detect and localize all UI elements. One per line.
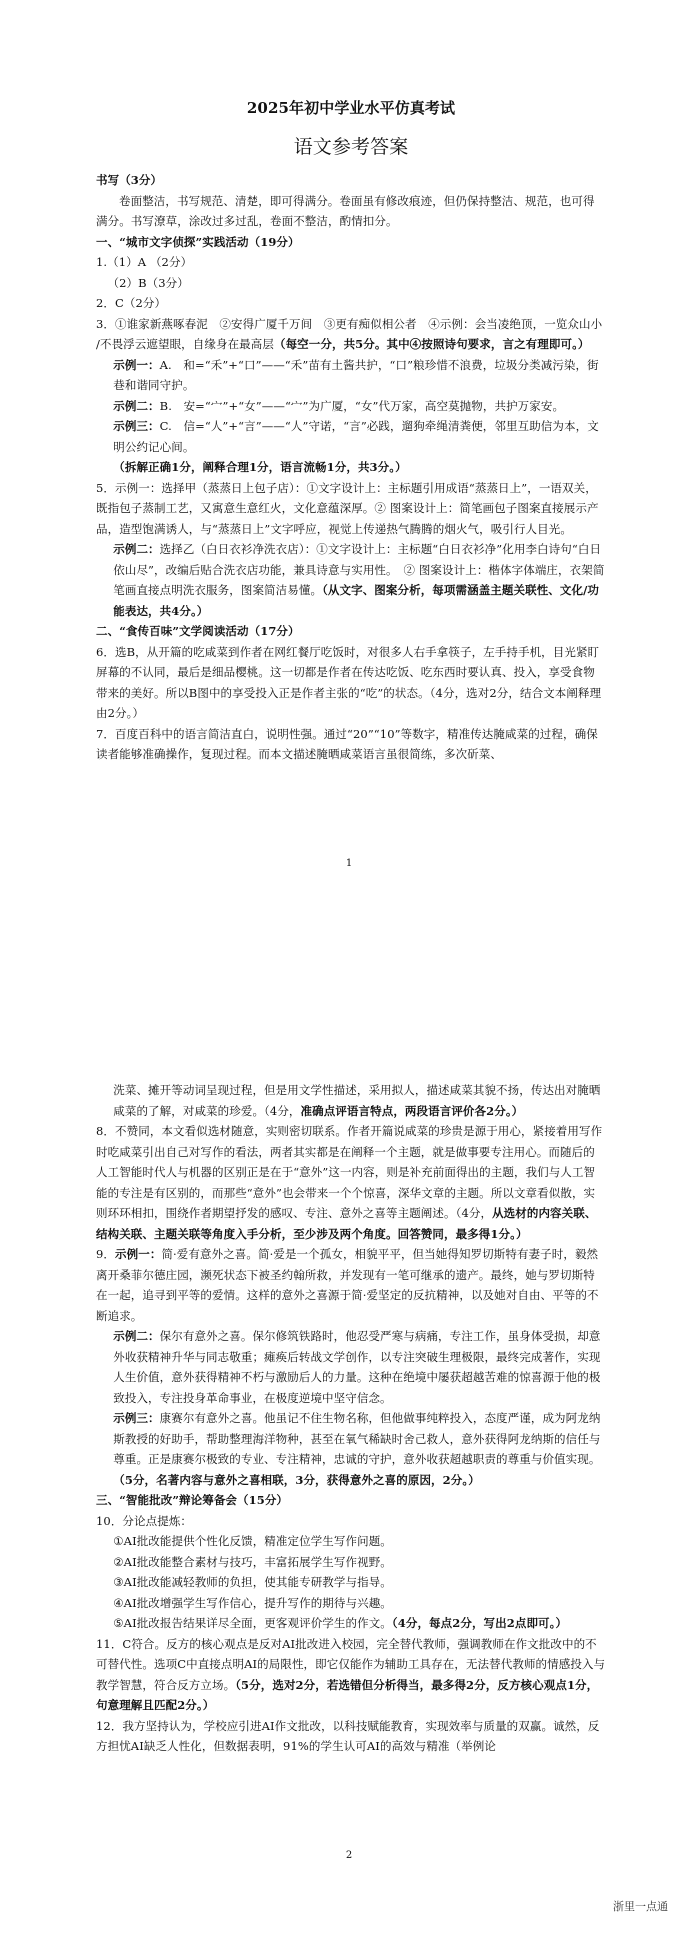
doc-title: 语文参考答案 xyxy=(293,136,409,158)
q4-ex2-text: B. 安=“宀”+“女”——“宀”为广厦，“女”代万家，高空莫抛物，共护万家安。 xyxy=(159,398,565,413)
q9-example-1: 9．示例一：简·爱有意外之喜。简·爱是一个孤女，相貌平平，但当她得知罗切斯特有妻子时，毅然离开桑菲尔德庄园，濒死状态下被圣约翰所救，并发现有一笔可继承的遗产。最终，她与罗切斯特在一起，追寻到平等的爱情。这样的意外之喜源于简·爱坚定的反抗精神，以及她对自由、平等的不断追求。 xyxy=(96,1247,599,1323)
q5-ex2-label: 示例二： xyxy=(113,542,160,556)
q2: 2．C（2分） xyxy=(96,296,167,310)
q4-ex3-label: 示例三： xyxy=(113,419,160,433)
page-number-1: 1 xyxy=(345,858,353,869)
q7-score: 准确点评语言特点，两段语言评价各2分。） xyxy=(300,1103,524,1118)
q11 xyxy=(96,1634,606,1716)
q4-ex1-label: 示例一： xyxy=(113,357,160,372)
writing-heading: 书写（3分） xyxy=(96,173,163,187)
section1-heading: 一、“城市文字侦探”实践活动（19分） xyxy=(96,234,300,249)
q4-ex1-text: A. 和=“禾”+“口”——“禾”苗有土酱共护，“口”粮珍惜不浪费，垃圾分类减污染，街巷和谐同守护。 xyxy=(113,357,599,392)
q5-ex2-text: 选择乙（白日衣衫净洗衣店）：①文字设计上：主标题“白日衣衫净”化用李白诗句“白日依山尽”，改编后贴合洗衣店功能，兼具诗意与实用性。 ② 图案设计上：楷体字体端庄，衣架简笔画直接点明洗衣服务，图案简洁易懂。 xyxy=(113,542,605,597)
q4-example-1 xyxy=(96,355,606,396)
q9-ex3-label: 示例三： xyxy=(113,1411,160,1425)
page-number-2: 2 xyxy=(345,1850,353,1861)
q3-score: （每空一分，共5分。其中④按照诗句要求，言之有理即可。） xyxy=(273,337,590,351)
q10-item-1: ①AI批改能提供个性化反馈，精准定位学生写作问题。 xyxy=(113,1534,392,1548)
q10: 10．分论点提炼： xyxy=(96,1513,193,1528)
section2-heading: 二、“食传百味”文学阅读活动（17分） xyxy=(96,624,300,638)
q9-ex3-text: 康赛尔有意外之喜。他虽记不住生物名称，但他做事纯粹投入，态度严谨，成为阿龙纳斯教授的好助手，帮助整理海洋物种，甚至在氧气稀缺时舍己救人，意外获得阿龙纳斯的信任与尊重。正是康赛尔极致的专业、专注精神，忠诚的守护，意外收获超越职责的尊重与价值实现。 xyxy=(113,1411,601,1466)
q5: 5．示例一：选择甲（蒸蒸日上包子店）：①文字设计上：主标题引用成语“蒸蒸日上”，一语双关，既指包子蒸制工艺，又寓意生意红火，文化意蕴深厚。② 图案设计上：简笔画包子图案直接展示产品，造型饱满诱人，与“蒸蒸日上”文字呼应，视觉上传递热气腾腾的烟火气，吸引行人目光。 xyxy=(96,480,599,536)
page-2 xyxy=(0,1080,698,1934)
q6: 6．选B，从开篇的吃咸菜到作者在网红餐厅吃饭时，对很多人右手拿筷子，左手持手机，目光紧盯屏幕的不认同，最后是细品樱桃。这一切都是作者在传达吃饭、吃东西时要认真、投入，享受食物带来的美好。所以B图中的享受投入正是作者主张的“吃”的状态。（4分，选对2分，结合文本阐释理由2分。） xyxy=(96,644,602,720)
q10-score: （4分，每点2分，写出2点即可。） xyxy=(391,1616,568,1630)
q7-part2 xyxy=(96,1080,606,1121)
q10-item-3: ③AI批改能减轻教师的负担，使其能专研教学与指导。 xyxy=(113,1575,392,1589)
exam-title: 2025年初中学业水平仿真考试 xyxy=(246,99,456,117)
q4-ex2-label: 示例二： xyxy=(113,398,160,413)
q9-score: （5分，名著内容与意外之喜相联，3分，获得意外之喜的原因，2分。） xyxy=(113,1472,480,1487)
q5-score: （从文字、图案分析，每项需涵盖主题关联性、文化/功能表达，共4分。） xyxy=(113,583,600,618)
brand-watermark: 浙里一点通 xyxy=(613,1900,668,1913)
page-2-content xyxy=(96,1080,606,1757)
q9-ex2-label: 示例二： xyxy=(113,1329,160,1343)
q1b: （2）B（3分） xyxy=(107,275,189,290)
q3 xyxy=(96,314,606,355)
q5-example-2 xyxy=(96,539,606,621)
q4-score: （拆解正确1分，阐释合理1分，语言流畅1分，共3分。） xyxy=(113,460,407,474)
q4-ex3-text: C. 信=“人”+“言”——“人”守诺，“言”必践，遛狗牵绳清粪便，邻里互助信为本，文明公约记心间。 xyxy=(113,419,599,454)
q9-ex2-text: 保尔有意外之喜。保尔修筑铁路时，他忍受严寒与病痛，专注工作，虽身体受损，却意外收获精神升华与同志敬重；瘫痪后转战文学创作，以专注突破生理极限，最终完成著作，实现人生价值，意外获得精神不朽与激励后人的力量。这种在绝境中屡获超越苦难的惊喜源于他的极致投入，专注投身革命事业，在极度逆境中坚守信念。 xyxy=(113,1329,601,1405)
q11-text: 11．C符合。反方的核心观点是反对AI批改进入校园，完全替代教师，强调教师在作文批改中的不可替代性。选项C中直接点明AI的局限性，即它仅能作为辅助工具存在，无法替代教师的情感投入与教学智慧，符合反方立场。 xyxy=(96,1636,606,1692)
page-gap xyxy=(0,880,698,1080)
q8-text: 8．不赞同，本文看似选材随意，实则密切联系。作者开篇说咸菜的珍贵是源于用心，紧接着用写作时吃咸菜引出自己对写作的看法，两者其实都是在阐释一个主题，就是做事要专注用心。而随后的人工智能时代人与机器的区别正是在于“意外”这一内容，则是补充前面得出的主题，我们与人工智能的专注是有区别的，而那些“意外”也会带来一个个惊喜，深华文章的主题。所以文章看似散，实则环环相扣，围绕作者期望抒发的感叹、专注、意外之喜等主题阐述。（4分， xyxy=(96,1124,603,1220)
q10-item-4: ④AI批改增强学生写作信心，提升写作的期待与兴趣。 xyxy=(113,1595,392,1610)
q9-example-2 xyxy=(96,1326,606,1408)
q1a: 1.（1）A （2分） xyxy=(96,255,193,269)
q8-score: 从选材的内容关联、结构关联、主题关联等角度入手分析，至少涉及两个角度。回答赞同，最多得1分。） xyxy=(96,1206,597,1241)
writing-body: 卷面整洁，书写规范、清楚，即可得满分。卷面虽有修改痕迹，但仍保持整洁、规范，也可得满分。书写潦草，涂改过多过乱，卷面不整洁，酌情扣分。 xyxy=(96,193,595,228)
q9-example-3 xyxy=(96,1408,606,1490)
q10-item-5-text: ⑤AI批改报告结果详尽全面，更客观评价学生的作文。 xyxy=(113,1616,392,1630)
q9-ex1-text: 简·爱有意外之喜。简·爱是一个孤女，相貌平平，但当她得知罗切斯特有妻子时，毅然离开桑菲尔德庄园，濒死状态下被圣约翰所救，并发现有一笔可继承的遗产。最终，她与罗切斯特在一起，追寻到平等的爱情。这样的意外之喜源于简·爱坚定的反抗精神，以及她对自由、平等的不断追求。 xyxy=(96,1247,599,1323)
q10-item-5 xyxy=(96,1613,606,1634)
q4-example-2 xyxy=(96,396,606,417)
q7-p2-text: 洗菜、摊开等动词呈现过程，但是用文学性描述，采用拟人，描述咸菜其貌不扬，传达出对腌晒咸菜的了解，对咸菜的珍爱。（4分， xyxy=(113,1083,601,1118)
q4-example-3 xyxy=(96,416,606,457)
q3-text: 3．①谁家新燕啄春泥 ②安得广厦千万间 ③更有痴似相公者 ④示例：会当凌绝顶，一览众山小 /不畏浮云遮望眼，自缘身在最高层 xyxy=(96,316,603,351)
q9-ex1-label: 示例一： xyxy=(115,1247,162,1261)
q12: 12．我方坚持认为，学校应引进AI作文批改，以科技赋能教育，实现效率与质量的双赢。诚然，反方担忧AI缺乏人性化，但数据表明，91%的学生认可AI的高效与精准（举例论 xyxy=(96,1718,600,1753)
q8 xyxy=(96,1121,606,1244)
q7-part1: 7．百度百科中的语言简洁直白，说明性强。通过“20”“10”等数字，精准传达腌咸菜的过程，确保读者能够准确操作，复现过程。而本文描述腌晒咸菜语言虽很简练，多次斫菜、 xyxy=(96,726,598,761)
section3-heading: 三、“智能批改”辩论筹备会（15分） xyxy=(96,1493,289,1507)
page-1-content xyxy=(96,96,606,765)
page-1 xyxy=(0,0,698,880)
q11-score: （5分，选对2分，若选错但分析得当，最多得2分，反方核心观点1分，句意理解且匹配2分。） xyxy=(96,1677,599,1712)
q10-item-2: ②AI批改能整合素材与技巧，丰富拓展学生写作视野。 xyxy=(113,1554,392,1569)
